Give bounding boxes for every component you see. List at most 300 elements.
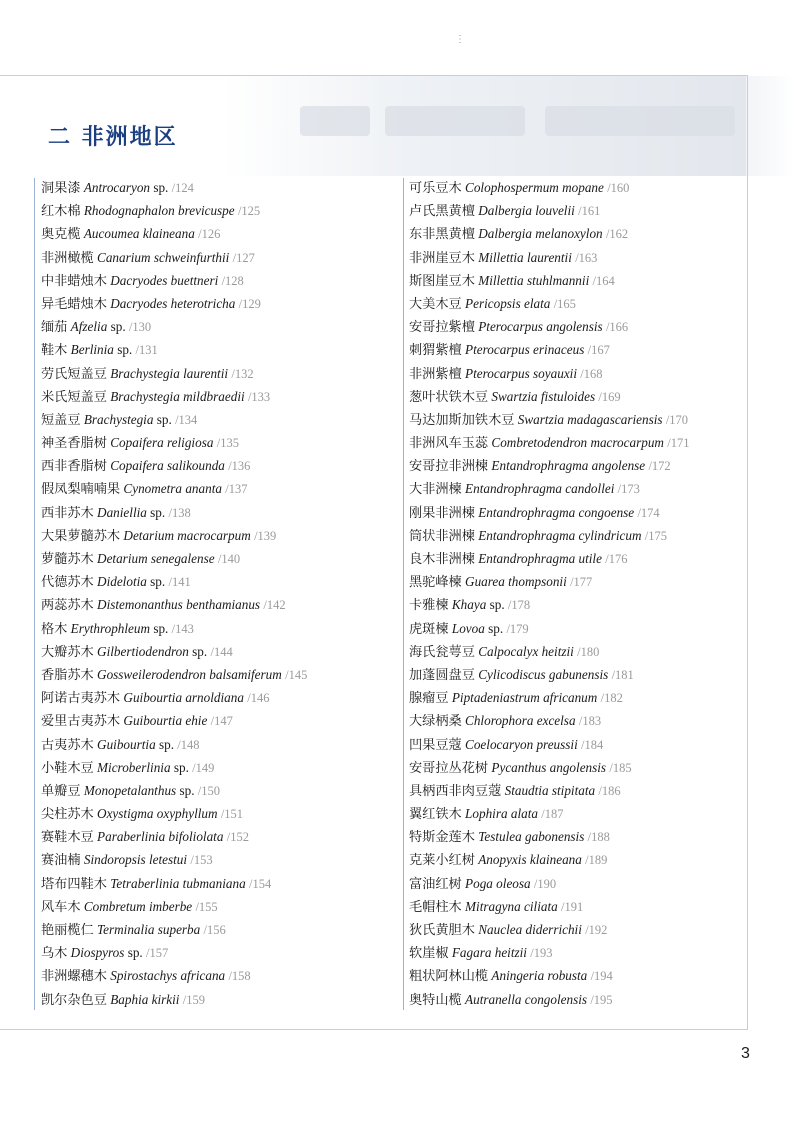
species-entry (409, 872, 689, 895)
page-ref: /186 (598, 783, 621, 798)
chinese-name: 爱里古夷苏木 (41, 713, 121, 729)
latin-name: Dacryodes buettneri (110, 272, 219, 288)
chinese-name: 黑驼峰楝 (409, 574, 462, 590)
page-ref: /141 (168, 575, 191, 590)
page-ref: /163 (575, 250, 598, 265)
page-ref: /148 (177, 737, 200, 752)
chinese-name: 可乐豆木 (409, 180, 462, 195)
species-entry (41, 617, 307, 640)
species-abbrev: sp. (176, 782, 195, 798)
species-entry (41, 640, 307, 663)
species-entry (41, 524, 307, 547)
species-entry (409, 269, 689, 292)
page-ref: /170 (665, 412, 689, 427)
chinese-name: 马达加斯加铁木豆 (409, 411, 515, 427)
chinese-name: 富油红树 (409, 875, 462, 891)
page-ref: /146 (247, 691, 270, 706)
chinese-name: 非洲紫檀 (409, 365, 462, 381)
page-ref: /172 (648, 459, 671, 474)
species-entry (409, 199, 689, 222)
page-ref: /136 (228, 459, 251, 474)
species-entry (41, 408, 307, 431)
chinese-name: 狄氏黄胆木 (409, 922, 475, 937)
chinese-name: 塔布四鞋木 (41, 875, 107, 891)
page-ref: /155 (195, 899, 218, 914)
section-title: 二 非洲地区 (48, 125, 178, 150)
species-abbrev: sp. (153, 411, 172, 427)
page-ref: /149 (192, 760, 215, 775)
latin-name: Nauclea diderrichii (478, 922, 582, 937)
latin-name: Pterocarpus angolensis (478, 319, 603, 335)
species-entry (409, 988, 689, 1011)
latin-name: Staudtia stipitata (504, 782, 596, 798)
page-ref: /192 (585, 923, 608, 937)
latin-name: Cynometra ananta (123, 481, 222, 497)
chinese-name: 代德苏木 (41, 574, 94, 590)
chinese-name: 特斯金莲木 (409, 829, 475, 845)
latin-name: Dalbergia melanoxylon (478, 226, 603, 242)
chinese-name: 安哥拉丛花树 (409, 759, 489, 775)
page-ref: /194 (590, 969, 613, 984)
right-column-rule (403, 178, 404, 1010)
chinese-name: 萝髓苏木 (41, 551, 94, 566)
latin-name: Lophira alata (465, 806, 538, 822)
page-ref: /128 (221, 273, 244, 288)
chinese-name: 小鞋木豆 (41, 759, 94, 775)
chinese-name: 格木 (41, 620, 68, 636)
latin-name: Brachystegia laurentii (110, 365, 229, 381)
page-ref: /183 (578, 714, 602, 729)
page-ref: /185 (609, 760, 632, 775)
chinese-name: 筒状非洲楝 (409, 527, 475, 543)
species-entry (41, 431, 307, 454)
latin-name: Guarea thompsonii (465, 574, 567, 590)
species-entry (41, 222, 307, 245)
species-entry (409, 709, 689, 732)
chinese-name: 斯图崖豆木 (409, 272, 475, 288)
species-entry (409, 547, 689, 570)
top-fold-mark: ⋮ (455, 34, 465, 45)
chinese-name: 腺瘤豆 (409, 690, 449, 706)
species-entry (41, 454, 307, 477)
species-entry (41, 246, 307, 269)
species-entry (41, 501, 307, 524)
page-ref: /129 (238, 296, 261, 311)
chinese-name: 凹果豆蔻 (409, 736, 462, 752)
species-entry (409, 617, 689, 640)
species-entry (409, 292, 689, 315)
chinese-name: 神圣香脂树 (41, 435, 107, 451)
chinese-name: 粗状阿林山榄 (409, 968, 489, 984)
chinese-name: 古夷苏木 (41, 736, 94, 752)
species-entry (41, 292, 307, 315)
chinese-name: 米氏短盖豆 (41, 388, 107, 404)
latin-name: Khaya (451, 597, 487, 613)
latin-name: Erythrophleum (70, 620, 151, 636)
chinese-name: 大瓣苏木 (41, 643, 94, 659)
chinese-name: 卢氏黑黄檀 (409, 203, 475, 219)
species-entry (409, 848, 689, 871)
species-entry (409, 524, 689, 547)
latin-name: Combretum imberbe (83, 898, 193, 914)
latin-name: Testulea gabonensis (478, 829, 585, 845)
chinese-name: 非洲螺穗木 (41, 968, 107, 984)
chinese-name: 加蓬圆盘豆 (409, 666, 475, 682)
chinese-name: 大美木豆 (409, 295, 462, 311)
latin-name: Poga oleosa (465, 875, 531, 891)
chinese-name: 东非黑黄檀 (409, 226, 475, 242)
chinese-name: 大果萝髓苏木 (41, 527, 121, 543)
species-entry (409, 802, 689, 825)
species-entry (409, 501, 689, 524)
page-ref: /137 (225, 482, 248, 497)
latin-name: Terminalia superba (97, 922, 201, 937)
species-entry (41, 756, 307, 779)
species-entry (41, 593, 307, 616)
chinese-name: 翼红铁木 (409, 806, 462, 822)
page-ref: /159 (182, 992, 205, 1007)
page-ref: /150 (197, 783, 221, 798)
page-ref: /145 (285, 667, 308, 682)
page-ref: /176 (605, 552, 628, 566)
chinese-name: 奥特山榄 (409, 991, 462, 1007)
page-ref: /180 (577, 644, 600, 659)
page-ref: /182 (600, 691, 623, 706)
left-species-list (41, 176, 307, 1011)
latin-name: Afzelia (70, 319, 108, 335)
species-entry (41, 709, 307, 732)
latin-name: Swartzia fistuloides (491, 388, 596, 404)
species-entry (409, 222, 689, 245)
species-entry (41, 686, 307, 709)
species-entry (409, 338, 689, 361)
page-ref: /191 (561, 899, 584, 914)
chinese-name: 乌木 (41, 945, 68, 961)
page-ref: /158 (228, 969, 251, 984)
species-abbrev: sp. (484, 620, 504, 636)
page-ref: /126 (198, 227, 221, 242)
page-ref: /138 (168, 505, 191, 520)
chinese-name: 奥克榄 (41, 226, 81, 242)
page-ref: /132 (231, 366, 254, 381)
species-entry (41, 199, 307, 222)
species-entry (409, 246, 689, 269)
page-ref: /178 (507, 598, 531, 613)
right-species-list (409, 176, 689, 1011)
species-entry (41, 269, 307, 292)
latin-name: Paraberlinia bifoliolata (97, 829, 224, 845)
page-number: 3 (741, 1045, 750, 1062)
species-entry (41, 941, 307, 964)
chinese-name: 艳丽榄仁 (41, 922, 94, 937)
species-entry (41, 848, 307, 871)
chinese-name: 西非香脂树 (41, 458, 107, 474)
page-ref: /193 (530, 946, 553, 961)
chinese-name: 香脂苏木 (41, 666, 94, 682)
page-ref: /154 (248, 876, 272, 891)
chinese-name: 尖柱苏木 (41, 806, 94, 822)
chinese-name: 凯尔杂色豆 (41, 991, 107, 1007)
page-ref: /144 (210, 644, 233, 659)
latin-name: Spirostachys africana (110, 968, 226, 984)
species-entry (409, 663, 689, 686)
page-ref: /124 (171, 181, 194, 195)
latin-name: Daniellia (97, 504, 147, 520)
species-entry (409, 756, 689, 779)
chinese-name: 鞋木 (41, 342, 68, 358)
latin-name: Combretodendron macrocarpum (491, 435, 664, 451)
latin-name: Millettia stuhlmannii (478, 272, 590, 288)
species-entry (409, 686, 689, 709)
species-entry (409, 385, 689, 408)
species-abbrev: sp. (107, 319, 126, 335)
species-abbrev: sp. (150, 620, 169, 636)
chinese-name: 卡雅楝 (409, 597, 449, 613)
page-ref: /142 (263, 598, 286, 613)
chinese-name: 大绿柄桑 (409, 713, 462, 729)
chinese-name: 葱叶状铁木豆 (409, 388, 489, 404)
page-ref: /134 (175, 412, 198, 427)
species-entry (41, 547, 307, 570)
page-ref: /130 (128, 320, 152, 335)
latin-name: Rhodognaphalon brevicuspe (83, 203, 235, 219)
species-abbrev: sp. (113, 342, 133, 358)
species-entry (41, 570, 307, 593)
chinese-name: 异毛蜡烛木 (41, 295, 107, 311)
chinese-name: 西非苏木 (41, 504, 94, 520)
latin-name: Autranella congolensis (465, 991, 588, 1007)
chinese-name: 虎斑楝 (409, 620, 449, 636)
latin-name: Anopyxis klaineana (478, 852, 582, 868)
page-ref: /139 (254, 528, 277, 543)
species-entry (409, 640, 689, 663)
species-entry (409, 176, 689, 199)
species-abbrev: sp. (124, 945, 143, 961)
latin-name: Entandrophragma candollei (465, 481, 615, 497)
chinese-name: 非洲橄榄 (41, 249, 94, 265)
species-abbrev: sp. (155, 736, 174, 752)
page-ref: /135 (216, 436, 239, 451)
chinese-name: 具柄西非肉豆蔻 (409, 782, 502, 798)
latin-name: Distemonanthus benthamianus (97, 597, 261, 613)
latin-name: Oxystigma oxyphyllum (97, 806, 218, 822)
page-ref: /177 (570, 575, 593, 590)
latin-name: Berlinia (70, 342, 114, 358)
chinese-name: 洞果漆 (41, 180, 81, 195)
species-entry (409, 593, 689, 616)
latin-name: Guibourtia ehie (123, 713, 208, 729)
chinese-name: 大非洲楝 (409, 481, 462, 497)
latin-name: Baphia kirkii (110, 991, 180, 1007)
species-entry (409, 431, 689, 454)
page-ref: /166 (605, 320, 629, 335)
page-edge-shade (746, 76, 794, 176)
latin-name: Monopetalanthus (83, 782, 177, 798)
page-ref: /127 (232, 250, 255, 265)
latin-name: Aucoumea klaineana (83, 226, 195, 242)
latin-name: Gilbertiodendron (97, 643, 189, 659)
latin-name: Pterocarpus soyauxii (465, 365, 577, 381)
page-ref: /160 (607, 181, 630, 195)
species-abbrev: sp. (146, 504, 166, 520)
species-abbrev: sp. (150, 180, 169, 195)
latin-name: Gossweilerodendron balsamiferum (97, 666, 282, 682)
species-entry (409, 964, 689, 987)
chinese-name: 非洲风车玉蕊 (409, 435, 489, 451)
page-ref: /153 (190, 853, 213, 868)
species-abbrev: sp. (146, 574, 166, 590)
latin-name: Mitragyna ciliata (465, 898, 558, 914)
species-entry (409, 825, 689, 848)
page-ref: /165 (553, 296, 576, 311)
page-ref: /173 (617, 482, 640, 497)
page-ref: /179 (506, 621, 529, 636)
latin-name: Aningeria robusta (491, 968, 588, 984)
latin-name: Guibourtia (97, 736, 156, 752)
page-ref: /175 (644, 528, 668, 543)
species-entry (409, 454, 689, 477)
chinese-name: 软崖椒 (409, 945, 449, 961)
page-ref: /140 (217, 552, 241, 566)
page-ref: /131 (135, 343, 158, 358)
page-ref: /156 (203, 923, 226, 937)
species-abbrev: sp. (188, 643, 208, 659)
species-entry (41, 733, 307, 756)
latin-name: Pterocarpus erinaceus (465, 342, 585, 358)
latin-name: Tetraberlinia tubmaniana (110, 875, 246, 891)
species-entry (41, 802, 307, 825)
chinese-name: 红木棉 (41, 203, 81, 219)
latin-name: Didelotia (97, 574, 147, 590)
latin-name: Canarium schweinfurthii (97, 249, 230, 265)
chinese-name: 两蕊苏木 (41, 597, 94, 613)
latin-name: Antrocaryon (83, 180, 151, 195)
species-entry (409, 362, 689, 385)
latin-name: Pycanthus angolensis (491, 759, 607, 775)
page-ref: /125 (237, 204, 261, 219)
species-entry (41, 385, 307, 408)
latin-name: Entandrophragma angolense (491, 458, 646, 474)
chinese-name: 劳氏短盖豆 (41, 365, 107, 381)
latin-name: Dacryodes heterotricha (110, 295, 236, 311)
species-entry (409, 408, 689, 431)
latin-name: Coelocaryon preussii (465, 736, 578, 752)
chinese-name: 良木非洲楝 (409, 551, 475, 566)
latin-name: Detarium senegalense (97, 551, 215, 566)
latin-name: Entandrophragma cylindricum (478, 527, 642, 543)
chinese-name: 克莱小红树 (409, 852, 475, 868)
page-ref: /171 (667, 436, 690, 451)
page-ref: /195 (590, 992, 613, 1007)
latin-name: Microberlinia (97, 759, 171, 775)
chinese-name: 单瓣豆 (41, 782, 81, 798)
species-entry (41, 477, 307, 500)
page-ref: /187 (541, 807, 564, 822)
latin-name: Guibourtia arnoldiana (123, 690, 244, 706)
species-entry (41, 825, 307, 848)
chinese-name: 安哥拉非洲楝 (409, 458, 489, 474)
species-entry (41, 315, 307, 338)
species-entry (41, 663, 307, 686)
species-entry (409, 941, 689, 964)
page-ref: /162 (605, 227, 629, 242)
latin-name: Entandrophragma utile (478, 551, 602, 566)
chinese-name: 海氏瓮萼豆 (409, 643, 475, 659)
chinese-name: 刚果非洲楝 (409, 504, 475, 520)
page-ref: /169 (598, 389, 621, 404)
latin-name: Diospyros (70, 945, 125, 961)
latin-name: Cylicodiscus gabunensis (478, 666, 609, 682)
species-entry (41, 779, 307, 802)
page-ref: /189 (585, 853, 608, 868)
latin-name: Brachystegia mildbraedii (110, 388, 245, 404)
chinese-name: 安哥拉紫檀 (409, 319, 475, 335)
page-ref: /184 (581, 737, 604, 752)
species-entry (41, 176, 307, 199)
species-abbrev: sp. (486, 597, 505, 613)
page-ref: /167 (587, 343, 610, 358)
species-entry (409, 315, 689, 338)
chinese-name: 阿诺古夷苏木 (41, 690, 121, 706)
page-ref: /168 (580, 366, 603, 381)
latin-name: Swartzia madagascariensis (517, 411, 663, 427)
left-column-rule (34, 178, 35, 1010)
latin-name: Copaifera religiosa (110, 435, 214, 451)
species-entry (409, 779, 689, 802)
page-ref: /174 (637, 505, 660, 520)
latin-name: Detarium macrocarpum (123, 527, 251, 543)
chinese-name: 缅茄 (41, 319, 68, 335)
chinese-name: 短盖豆 (41, 411, 81, 427)
chinese-name: 赛鞋木豆 (41, 829, 94, 845)
latin-name: Colophospermum mopane (465, 180, 604, 195)
species-entry (41, 988, 307, 1011)
chinese-name: 中非蜡烛木 (41, 272, 107, 288)
page-ref: /157 (146, 946, 169, 961)
latin-name: Pericopsis elata (465, 295, 551, 311)
chinese-name: 风车木 (41, 898, 81, 914)
page-ref: /161 (578, 204, 601, 219)
species-entry (409, 895, 689, 918)
species-entry (409, 733, 689, 756)
species-entry (41, 918, 307, 941)
chinese-name: 假凤梨喃喃果 (41, 481, 121, 497)
species-entry (41, 338, 307, 361)
latin-name: Copaifera salikounda (110, 458, 225, 474)
species-entry (409, 570, 689, 593)
page-ref: /181 (611, 667, 634, 682)
latin-name: Calpocalyx heitzii (478, 643, 574, 659)
latin-name: Entandrophragma congoense (478, 504, 635, 520)
species-entry (41, 895, 307, 918)
page-ref: /147 (210, 714, 233, 729)
page-ref: /188 (587, 830, 610, 845)
latin-name: Piptadeniastrum africanum (451, 690, 598, 706)
latin-name: Dalbergia louvelii (478, 203, 575, 219)
latin-name: Lovoa (451, 620, 485, 636)
page-ref: /143 (171, 621, 194, 636)
page-ref: /133 (247, 389, 271, 404)
species-entry (41, 362, 307, 385)
species-entry (409, 918, 689, 941)
chinese-name: 非洲崖豆木 (409, 249, 475, 265)
latin-name: Millettia laurentii (478, 249, 572, 265)
latin-name: Brachystegia (83, 411, 154, 427)
species-entry (409, 477, 689, 500)
chinese-name: 刺猬紫檀 (409, 342, 462, 358)
latin-name: Chlorophora excelsa (465, 713, 576, 729)
species-entry (41, 872, 307, 895)
